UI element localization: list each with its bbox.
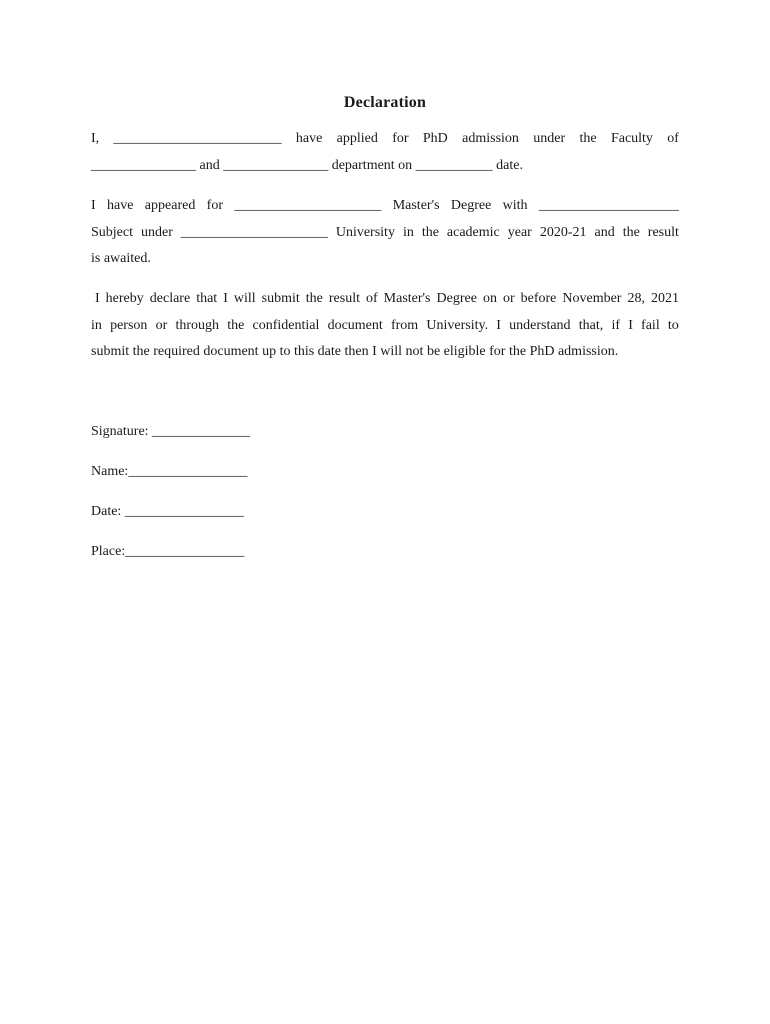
word: Master's — [383, 291, 431, 306]
word: ________________________ — [113, 131, 282, 146]
word: on — [482, 291, 497, 306]
paragraph-line — [91, 220, 679, 247]
word: that, — [578, 317, 604, 333]
word: understand — [509, 317, 571, 333]
word: PhD — [422, 131, 448, 146]
word: the — [421, 224, 439, 240]
paragraph-line — [91, 193, 679, 220]
signature-field: Signature: ______________ — [91, 424, 251, 439]
word: in — [91, 317, 102, 333]
word: under — [533, 131, 566, 146]
word: for — [392, 131, 409, 146]
word: to — [667, 317, 679, 333]
word: before — [520, 291, 557, 306]
place-field: Place:_________________ — [91, 544, 245, 559]
word: hereby — [105, 291, 144, 306]
paragraph-masters — [91, 193, 679, 273]
word: _____________________ — [180, 224, 328, 240]
paragraph-line — [91, 286, 679, 313]
word: I — [223, 291, 228, 306]
word: University — [335, 224, 395, 240]
paragraph-application — [91, 126, 679, 179]
word: with — [502, 198, 528, 213]
word: the — [622, 224, 640, 240]
word: of — [667, 131, 679, 146]
word: result — [328, 291, 360, 306]
paragraph-line: _______________ and _______________ department on ___________ date. — [91, 157, 524, 173]
word: I, — [91, 131, 100, 146]
word: have — [295, 131, 323, 146]
word: have — [107, 198, 134, 213]
word: that — [196, 291, 218, 306]
word: _____________________ — [234, 198, 382, 213]
word: result — [647, 224, 679, 240]
document-title: Declaration — [343, 94, 427, 111]
paragraph-line: submit the required document up to this date then I will not be eligible for the PhD admission. — [91, 344, 619, 360]
word: I — [496, 317, 501, 333]
paragraph-line: is awaited. — [91, 251, 151, 267]
word: under — [140, 224, 173, 240]
word: Degree — [450, 198, 492, 213]
word: document — [327, 317, 383, 333]
word: ____________________ — [538, 198, 679, 213]
word: University. — [426, 317, 489, 333]
word: I — [95, 291, 100, 306]
word: appeared — [144, 198, 196, 213]
word: 2021 — [650, 291, 679, 306]
word: Faculty — [610, 131, 653, 146]
word: year — [507, 224, 532, 240]
word: will — [233, 291, 256, 306]
word: and — [594, 224, 615, 240]
word: from — [390, 317, 419, 333]
word: Degree — [436, 291, 477, 306]
word: person — [110, 317, 148, 333]
word: or — [502, 291, 515, 306]
word: for — [206, 198, 223, 213]
paragraph-line — [91, 126, 679, 153]
word: the — [305, 291, 323, 306]
word: Subject — [91, 224, 133, 240]
word: of — [365, 291, 378, 306]
word: declare — [149, 291, 191, 306]
word: the — [227, 317, 245, 333]
word: fail — [641, 317, 660, 333]
word: submit — [261, 291, 300, 306]
word: November — [562, 291, 622, 306]
name-field: Name:_________________ — [91, 464, 248, 479]
word: I — [628, 317, 633, 333]
word: I — [91, 198, 96, 213]
word: 28, — [627, 291, 645, 306]
word: through — [175, 317, 220, 333]
date-field: Date: _________________ — [91, 504, 244, 519]
word: if — [611, 317, 620, 333]
word: Master's — [392, 198, 440, 213]
word: the — [579, 131, 597, 146]
paragraph-line — [91, 313, 679, 340]
word: admission — [462, 131, 519, 146]
word: confidential — [252, 317, 320, 333]
word: applied — [336, 131, 378, 146]
word: academic — [446, 224, 500, 240]
word: or — [155, 317, 168, 333]
word: 2020-21 — [539, 224, 587, 240]
word: in — [402, 224, 414, 240]
paragraph-declaration — [91, 286, 679, 366]
